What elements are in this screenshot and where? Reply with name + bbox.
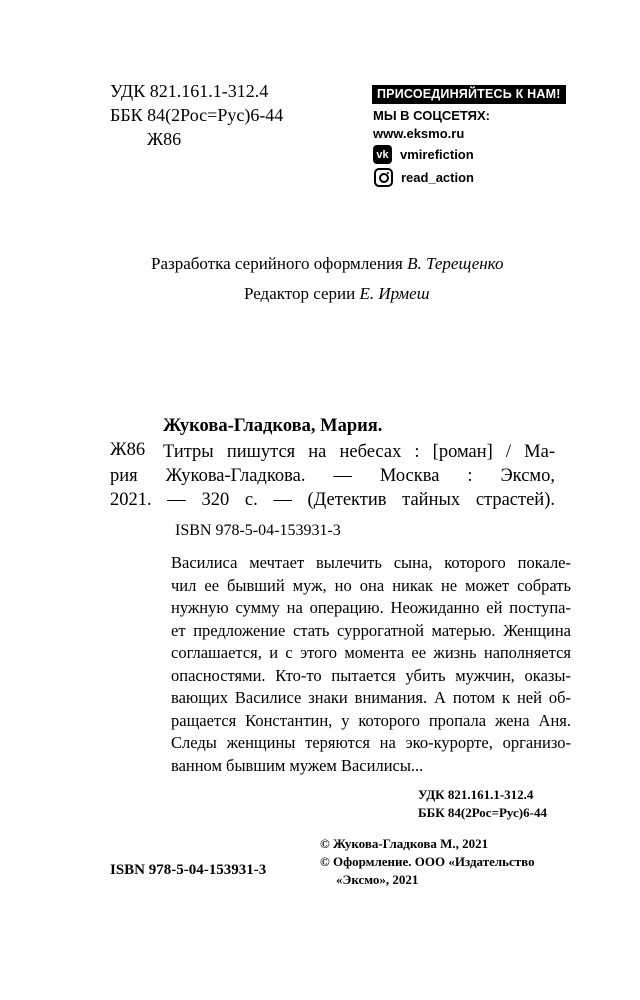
copyright-line-3: «Эксмо», 2021 — [336, 872, 419, 887]
annotation-line: Следы женщины теряются на эко-курорте, организо- — [171, 733, 571, 752]
bbk-top: ББК 84(2Рос=Рус)6-44 — [110, 105, 284, 125]
annotation-line: Василиса мечтает вылечить сына, которого покале- — [171, 553, 571, 572]
bibliographic-line: 2021. — 320 с. — (Детектив тайных страстей). — [110, 490, 555, 510]
annotation-line: нужную сумму на операцию. Неожиданно ей поступа- — [171, 598, 571, 617]
annotation-line: ращается Константин, у которого пропала жена Аня. — [171, 710, 571, 730]
join-badge: ПРИСОЕДИНЯЙТЕСЬ К НАМ! — [372, 85, 566, 104]
social-block — [372, 85, 566, 104]
udk-bottom: УДК 821.161.1-312.4 — [418, 787, 534, 802]
vk-handle[interactable]: vmirefiction — [400, 146, 474, 162]
vk-icon: vk — [373, 145, 392, 164]
annotation-line: ет предложение стать суррогатной матерью. Женщина — [171, 620, 571, 640]
annotation-line: опасностями. Кто-то пытается убить мужчин, оказы- — [171, 665, 571, 685]
annotation-line: ванном бывшим мужем Василисы... — [171, 755, 424, 775]
author-mark-top: Ж86 — [147, 129, 182, 149]
bibliographic-line: Титры пишутся на небесах : [роман] / Ма- — [163, 442, 555, 462]
isbn-bottom: ISBN 978-5-04-153931-3 — [110, 862, 267, 878]
design-name: В. Терещенко — [407, 254, 504, 273]
annotation — [171, 552, 571, 777]
design-credit — [151, 254, 503, 274]
udk-top: УДК 821.161.1-312.4 — [110, 81, 269, 101]
bibliographic-description — [110, 440, 555, 512]
editor-credit — [244, 284, 430, 304]
instagram-handle[interactable]: read_action — [401, 169, 474, 185]
annotation-line: чил ее бывший муж, но она никак не может собрать — [171, 575, 571, 595]
annotation-line: соглашается, и с этого момента ее жизнь наполняется — [171, 643, 571, 662]
instagram-row[interactable] — [374, 168, 474, 187]
copyright-line-1: © Жукова-Гладкова М., 2021 — [320, 836, 489, 851]
bibliographic-line: рия Жукова-Гладкова. — Москва : Эксмо, — [110, 466, 555, 486]
copyright-line-2: © Оформление. ООО «Издательство — [320, 854, 535, 869]
bbk-bottom: ББК 84(2Рос=Рус)6-44 — [418, 805, 547, 820]
isbn-record: ISBN 978-5-04-153931-3 — [175, 522, 341, 539]
author-mark: Ж86 — [110, 440, 146, 460]
website-link[interactable]: www.eksmo.ru — [373, 126, 465, 141]
social-heading: МЫ В СОЦСЕТЯХ: — [373, 108, 491, 123]
author-heading: Жукова-Гладкова, Мария. — [163, 416, 383, 436]
editor-name: Е. Ирмеш — [359, 284, 430, 303]
design-label: Разработка серийного оформления — [151, 254, 408, 273]
editor-label: Редактор серии — [244, 284, 360, 303]
instagram-icon — [374, 168, 393, 187]
vk-row[interactable] — [373, 145, 474, 164]
annotation-line: вающих Василисе знаки внимания. А потом к ней об- — [171, 688, 571, 707]
